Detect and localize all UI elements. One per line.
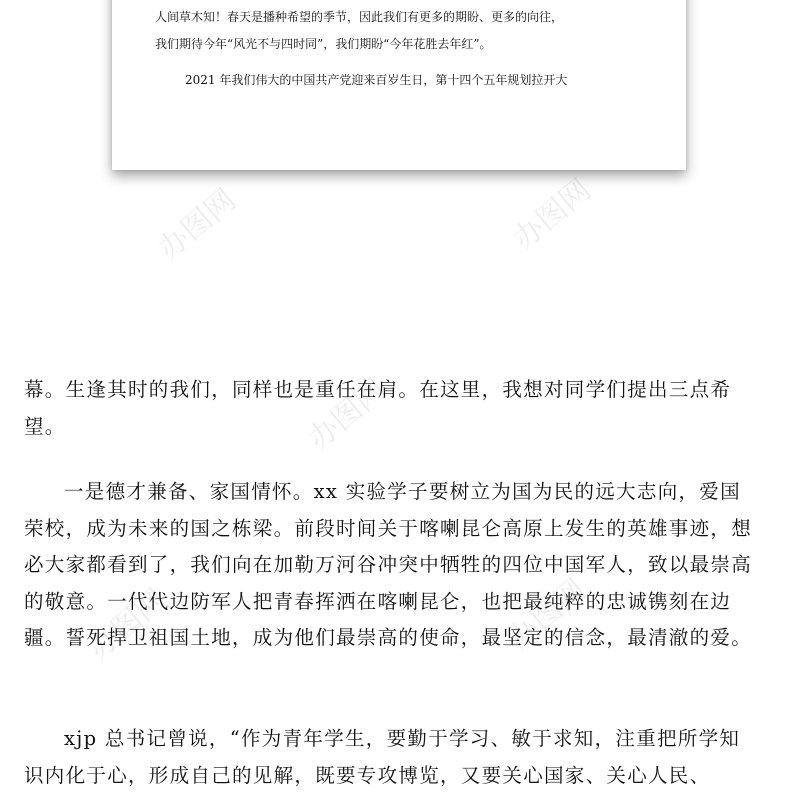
paragraph-2: 一是德才兼备、家国情怀。xx 实验学子要树立为国为民的远大志向，爱国荣校，成为未来的国之栋梁。前段时间关于喀喇昆仑高原上发生的英雄事迹，想必大家都看到了，我们向在加勒万河谷冲突中牺牲的四位中国军人，致以最崇高的敬意。一代代边防军人把青春挥洒在喀喇昆仑，也把最纯粹的忠诚镌刻在边疆。誓死捍卫祖国土地，成为他们最崇高的使命，最坚定的信念，最清澈的爱。 — [24, 480, 753, 649]
paragraph-3: xjp 总书记曾说，“作为青年学生，要勤于学习、敏于求知，注重把所学知识内化于心，形成自己的见解，既要专攻博览，又要关心国家、关心人民、 — [24, 727, 741, 787]
watermark: 办图网 — [81, 582, 173, 668]
watermark: 办图网 — [506, 172, 598, 258]
watermark: 办图网 — [151, 182, 243, 268]
card-line-3: 2021 年我们伟大的中国共产党迎来百岁生日，第十四个五年规划拉开大 — [185, 73, 568, 87]
watermark: 办图网 — [301, 372, 393, 458]
paragraph-1: 幕。生逢其时的我们，同样也是重任在肩。在这里，我想对同学们提出三点希望。 — [24, 378, 732, 438]
card-line-2: 我们期待今年“风光不与四时同”，我们期盼“今年花胜去年红”。 — [155, 37, 492, 51]
document-preview-card — [112, 0, 686, 170]
watermark: 办图网 — [501, 572, 593, 658]
card-line-1: 人间草木知！春天是播种希望的季节，因此我们有更多的期盼、更多的向往， — [155, 10, 564, 24]
